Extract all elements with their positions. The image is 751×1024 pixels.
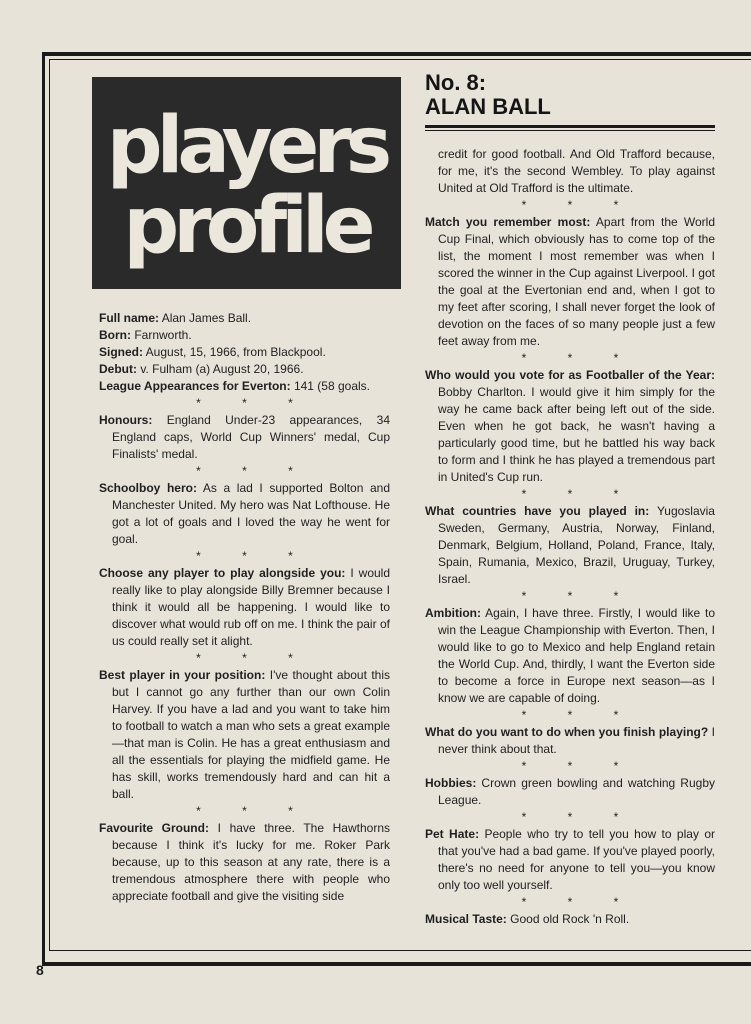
entry-born bbox=[99, 327, 390, 344]
separator-stars: * * * bbox=[196, 651, 293, 665]
entry-label: Schoolboy hero: bbox=[99, 481, 197, 495]
entry-honours bbox=[99, 412, 390, 463]
entry-text: Good old Rock 'n Roll. bbox=[506, 912, 630, 926]
entry-text: Bobby Charlton. I would give it him simply for the way he came back after being left out of the side. Even when he got back, he wasn't having a particularly good time, but he battled his way back to form and I think he has played a tremendous part in United's Cup run. bbox=[438, 385, 715, 484]
entry-text: Apart from the World Cup Final, which obviously has to come top of the list, the moment I most remember was when I scored the winner in the Cup against Liverpool. I got the goal at the Evertonian end and, when I got to my feet after scoring, I shall never forget the look of devotion on the faces of so many people just a few feet away from me. bbox=[438, 215, 716, 348]
player-name: ALAN BALL bbox=[425, 94, 551, 119]
entry-text: 141 (58 goals. bbox=[290, 379, 370, 393]
entry-text: August, 15, 1966, from Blackpool. bbox=[143, 345, 326, 359]
entry-label: League Appearances for Everton: bbox=[99, 379, 291, 393]
entry-text: I never think about that. bbox=[438, 725, 716, 756]
entry-hobbies bbox=[425, 775, 715, 809]
right-column bbox=[425, 146, 715, 928]
separator-stars: * * * bbox=[521, 589, 619, 603]
entry-text: Again, I have three. Firstly, I would like to win the League Championship with Everton. Then, I would like to go to Mexico and help England retain the World Cup. And, thirdly, I want the Everton side to become a force in Europe next season—as I know we are capable of doing. bbox=[438, 606, 715, 705]
left-column bbox=[99, 310, 390, 905]
separator-stars: * * * bbox=[521, 351, 619, 365]
entry-match-remember bbox=[425, 214, 715, 350]
separator-stars: * * * bbox=[196, 549, 293, 563]
entry-label: Born: bbox=[99, 328, 131, 342]
entry-text: I have three. The Hawthorns because I think it's lucky for me. Roker Park because, up to this season at any rate, there is a tremendous atmosphere there with people who appreciate football and give the visiting side bbox=[112, 821, 390, 903]
entry-label: Favourite Ground: bbox=[99, 821, 209, 835]
entry-text: Yugoslavia Sweden, Germany, Austria, Norway, Finland, Denmark, Belgium, Holland, Poland, France, Italy, Spain, Rumania, Mexico, Brazil, Uruguay, Turkey, Israel. bbox=[438, 504, 715, 586]
entry-text: I've thought about this but I cannot go any further than our own Colin Harvey. If you have a lad and you want to take him to football to watch a man who sets a great example—that man is Colin. He has a great enthusiasm and all the essentials for playing the midfield game. He has skill, works tremendously hard and can hit a ball. bbox=[112, 668, 390, 801]
profile-number: No. 8: bbox=[425, 70, 487, 95]
entry-full-name bbox=[99, 310, 390, 327]
entry-text: Alan James Ball. bbox=[159, 311, 252, 325]
entry-player-alongside bbox=[99, 565, 390, 650]
separator-stars: * * * bbox=[196, 804, 293, 818]
separator-stars: * * * bbox=[521, 198, 619, 212]
separator-stars: * * * bbox=[196, 396, 293, 410]
separator-stars: * * * bbox=[521, 759, 619, 773]
page-number: 8 bbox=[36, 962, 44, 978]
header-rule-thick bbox=[425, 125, 715, 128]
entry-label: Best player in your position: bbox=[99, 668, 266, 682]
entry-label: What do you want to do when you finish playing? bbox=[425, 725, 709, 739]
logo-word-players: players bbox=[106, 101, 387, 191]
entry-text: As a lad I supported Bolton and Manchester United. My hero was Nat Lofthouse. He got a lot of goals and I loved the way he went for goal. bbox=[112, 481, 391, 546]
separator-stars: * * * bbox=[521, 708, 619, 722]
entry-text: Crown green bowling and watching Rugby League. bbox=[438, 776, 715, 807]
entry-text: Farnworth. bbox=[131, 328, 192, 342]
entry-label: Signed: bbox=[99, 345, 143, 359]
entry-footballer-of-year bbox=[425, 367, 715, 486]
entry-best-player bbox=[99, 667, 390, 803]
separator-stars: * * * bbox=[196, 464, 293, 478]
header-rule-thin bbox=[425, 130, 715, 131]
entry-debut bbox=[99, 361, 390, 378]
entry-schoolboy-hero bbox=[99, 480, 390, 548]
logo-word-profile: profile bbox=[123, 181, 370, 271]
entry-label: Who would you vote for as Footballer of the Year: bbox=[425, 368, 715, 382]
entry-label: Ambition: bbox=[425, 606, 481, 620]
entry-label: Pet Hate: bbox=[425, 827, 480, 841]
entry-ambition bbox=[425, 605, 715, 707]
favourite-ground-continued: credit for good football. And Old Trafford because, for me, it's the second Wembley. To play against United at Old Trafford is the ultimate. bbox=[438, 147, 715, 195]
entry-favourite-ground bbox=[99, 820, 390, 905]
entry-signed bbox=[99, 344, 390, 361]
entry-label: Choose any player to play alongside you: bbox=[99, 566, 346, 580]
separator-stars: * * * bbox=[521, 895, 619, 909]
entry-text: People who try to tell you how to play or that you've had a bad game. If you've played poorly, there's no need for anyone to tell you—you know only too well yourself. bbox=[438, 827, 715, 892]
entry-label: Debut: bbox=[99, 362, 137, 376]
entry-text: I would really like to play alongside Billy Bremner because I think it would all be happening. I would like to discover what would rub off on me. I think the pair of us could really set it alight. bbox=[112, 566, 391, 648]
entry-musical-taste bbox=[425, 911, 715, 928]
separator-stars: * * * bbox=[521, 810, 619, 824]
separator-stars: * * * bbox=[521, 487, 619, 501]
entry-label: Match you remember most: bbox=[425, 215, 591, 229]
entry-label: What countries have you played in: bbox=[425, 504, 650, 518]
entry-label: Musical Taste: bbox=[425, 912, 507, 926]
entry-league-appearances bbox=[99, 378, 390, 395]
entry-finish-playing bbox=[425, 724, 715, 758]
entry-label: Honours: bbox=[99, 413, 153, 427]
entry-label: Full name: bbox=[99, 311, 160, 325]
entry-pet-hate bbox=[425, 826, 715, 894]
entry-label: Hobbies: bbox=[425, 776, 477, 790]
entry-text: England Under-23 appearances, 34 England caps, World Cup Winners' medal, Cup Finalists' medal. bbox=[112, 413, 390, 461]
entry-countries bbox=[425, 503, 715, 588]
entry-text: v. Fulham (a) August 20, 1966. bbox=[137, 362, 304, 376]
players-profile-logo bbox=[92, 77, 401, 289]
